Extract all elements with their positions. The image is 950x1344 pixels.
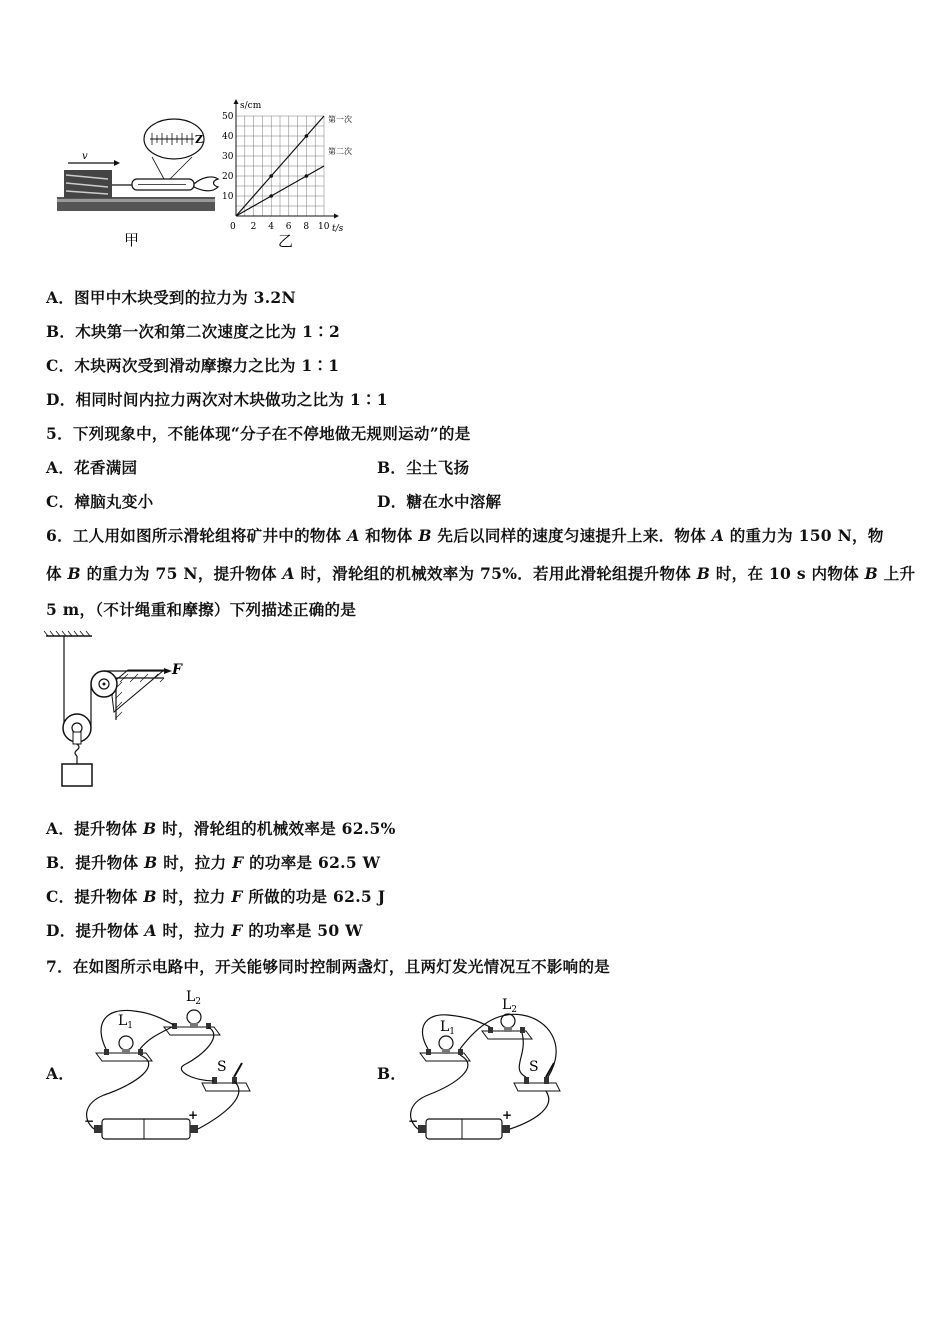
battery-plus: + bbox=[188, 1108, 199, 1122]
lamp1-label: $L_1$ bbox=[118, 1013, 134, 1031]
x-tick-label: 2 bbox=[250, 222, 257, 232]
force-arrow bbox=[164, 668, 172, 674]
lamp2-label: $L_2$ bbox=[186, 989, 202, 1007]
q7-option-b-label[interactable]: B． bbox=[377, 1064, 407, 1083]
q7-stem: 7．在如图所示电路中，开关能够同时控制两盏灯，且两灯发光情况互不影响的是 bbox=[46, 957, 611, 976]
q5-option-a[interactable]: A．花香满园 bbox=[46, 458, 138, 477]
battery-plus: + bbox=[502, 1108, 513, 1122]
y-tick-label: 30 bbox=[222, 152, 234, 162]
switch-lever bbox=[546, 1063, 554, 1077]
y-tick-label: 50 bbox=[222, 112, 234, 122]
x-tick-label: 8 bbox=[303, 222, 310, 232]
q5-stem: 5．下列现象中，不能体现“分子在不停地做无规则运动”的是 bbox=[46, 424, 471, 443]
lamp1-bulb bbox=[119, 1036, 133, 1050]
battery bbox=[102, 1119, 190, 1139]
data-point bbox=[305, 134, 309, 138]
x-axis-label: t/s bbox=[332, 224, 344, 234]
x-tick-label: 4 bbox=[268, 222, 274, 232]
data-point bbox=[305, 174, 309, 178]
data-point bbox=[269, 174, 273, 178]
switch-label: S bbox=[529, 1059, 539, 1075]
q6-option-b[interactable]: B．提升物体 B 时，拉力 F 的功率是 62.5 W bbox=[46, 853, 381, 872]
y-axis-label: s/cm bbox=[240, 101, 262, 111]
y-tick-label: 20 bbox=[222, 172, 234, 182]
q4-option-a[interactable]: A．图甲中木块受到的拉力为 3.2N bbox=[46, 288, 296, 307]
origin-label: 0 bbox=[230, 222, 236, 232]
battery-minus: − bbox=[84, 1114, 95, 1128]
battery-minus: − bbox=[408, 1114, 419, 1128]
y-tick-label: 10 bbox=[222, 192, 234, 202]
series-label-1: 第一次 bbox=[328, 115, 352, 124]
fig-yi-caption: 乙 bbox=[278, 232, 294, 250]
q6-option-d[interactable]: D．提升物体 A 时，拉力 F 的功率是 50 W bbox=[46, 921, 363, 940]
series-label-2: 第二次 bbox=[328, 147, 352, 156]
q6-pulley-figure bbox=[44, 630, 194, 792]
lamp2-label: $L_2$ bbox=[502, 997, 518, 1015]
q5-option-b[interactable]: B．尘土飞扬 bbox=[377, 458, 470, 477]
q6-option-c[interactable]: C．提升物体 B 时，拉力 F 所做的功是 62.5 J bbox=[46, 887, 386, 906]
force-label: F bbox=[172, 662, 182, 678]
switch-lever bbox=[234, 1063, 242, 1077]
dial-letter: Z bbox=[195, 133, 204, 146]
switch-label: S bbox=[217, 1059, 227, 1075]
battery bbox=[426, 1119, 502, 1139]
switch-base bbox=[514, 1083, 560, 1091]
q4-option-d[interactable]: D．相同时间内拉力两次对木块做功之比为 1∶1 bbox=[46, 390, 388, 409]
q6-stem-line3: 5 m，（不计绳重和摩擦）下列描述正确的是 bbox=[46, 600, 357, 619]
data-point bbox=[269, 194, 273, 198]
y-axis-arrow bbox=[234, 99, 239, 104]
switch-base bbox=[202, 1083, 250, 1091]
q7-circuit-a bbox=[74, 985, 254, 1147]
q7-option-a-label[interactable]: A． bbox=[46, 1064, 75, 1083]
q5-option-d[interactable]: D．糖在水中溶解 bbox=[377, 492, 502, 511]
y-tick-label: 40 bbox=[222, 132, 234, 142]
q4-option-c[interactable]: C．木块两次受到滑动摩擦力之比为 1∶1 bbox=[46, 356, 340, 375]
q4-option-b[interactable]: B．木块第一次和第二次速度之比为 1∶2 bbox=[46, 322, 341, 341]
x-tick-label: 6 bbox=[285, 222, 292, 232]
q5-option-c[interactable]: C．樟脑丸变小 bbox=[46, 492, 154, 511]
q4-chart-yi bbox=[222, 96, 372, 248]
load-box bbox=[62, 764, 92, 786]
lamp1-label: $L_1$ bbox=[440, 1019, 456, 1037]
lamp1-bulb bbox=[439, 1036, 453, 1050]
lamp2-bulb bbox=[187, 1010, 201, 1024]
q6-stem-line2: 体 B 的重力为 75 N，提升物体 A 时，滑轮组的机械效率为 75%．若用此滑轮组提升物体 B 时，在 10 s 内物体 B 上升 bbox=[46, 564, 916, 583]
q6-stem-line1: 6．工人用如图所示滑轮组将矿井中的物体 A 和物体 B 先后以同样的速度匀速提升上来．物体 A 的重力为 150 N，物 bbox=[46, 526, 884, 545]
q4-figure-jia bbox=[52, 115, 222, 250]
x-axis-arrow bbox=[334, 214, 339, 219]
fig-jia-caption: 甲 bbox=[124, 231, 140, 249]
hand bbox=[194, 177, 218, 191]
velocity-label: v bbox=[82, 151, 88, 162]
q6-option-a[interactable]: A．提升物体 B 时，滑轮组的机械效率是 62.5% bbox=[46, 819, 396, 838]
q7-circuit-b bbox=[398, 985, 578, 1147]
x-tick-label: 10 bbox=[318, 222, 330, 232]
